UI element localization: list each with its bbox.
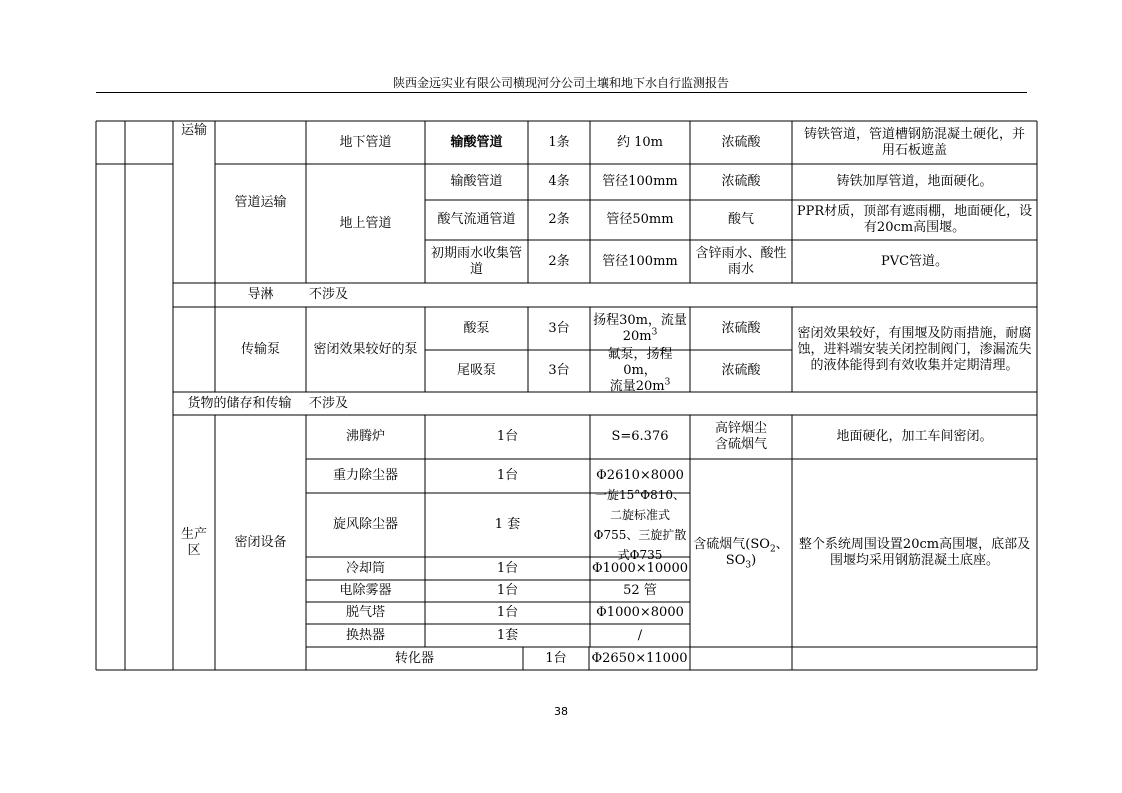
report-header-title: 陕西金远实业有限公司横现河分公司土壤和地下水自行监测报告	[392, 76, 729, 90]
production-area-label: 生产区	[180, 526, 207, 558]
table-row-count: 3台	[548, 363, 570, 378]
table-row-spec: Φ2650×11000	[591, 650, 688, 666]
spec-line-2: $20m^3$	[622, 327, 658, 344]
area-transport-label: 运输	[180, 123, 207, 138]
table-row-count: 3台	[548, 320, 570, 336]
table-row-spec: Φ2610×8000	[596, 468, 684, 483]
page-number: 38	[554, 705, 568, 718]
underground-pipe-label: 地下管道	[339, 134, 392, 150]
transfer-pump-desc: 密闭效果较好的泵	[313, 341, 418, 357]
table-row-count: 1台	[545, 650, 567, 666]
table-row-count: 1台	[496, 605, 519, 620]
table-row-name: 酸泵	[463, 320, 490, 336]
above-ground-pipe-label: 地上管道	[339, 215, 392, 231]
table-row-name: 重力除尘器	[332, 468, 398, 483]
table-row-count: 2条	[548, 253, 570, 269]
table-row-count: 1台	[496, 583, 519, 598]
table-row-name: 旋风除尘器	[332, 517, 398, 532]
table-row-count: 1台	[496, 468, 519, 483]
table-row-name: 酸气流通管道	[437, 212, 516, 227]
table-row-name: 换热器	[345, 627, 385, 643]
table-row-name: 输酸管道	[450, 174, 503, 189]
table-row-medium: 含锌雨水、酸性雨水	[695, 245, 787, 277]
table-row-count: 1台	[496, 560, 519, 576]
spec-line-2: 流量$20m^3$	[609, 377, 671, 394]
storage-value: 不涉及	[309, 395, 349, 411]
table-row-spec: 管径50mm	[606, 212, 674, 227]
table-row-spec: S=6.376	[611, 429, 669, 444]
table-row-medium: 高锌烟尘 含硫烟气	[714, 421, 767, 452]
table-row-medium: 浓硫酸	[721, 363, 761, 378]
acid-pipe-count: 1条	[548, 134, 570, 150]
table-row-measure: 铸铁加厚管道，地面硬化。	[836, 174, 993, 189]
table-row-count: 2条	[548, 212, 570, 227]
table-row-medium: 浓硫酸	[721, 320, 761, 336]
table-row-count: 4条	[548, 174, 570, 189]
sealed-equipment-label: 密闭设备	[234, 534, 287, 550]
acid-pipe-name: 输酸管道	[450, 134, 503, 150]
acid-pipe-medium: 浓硫酸	[721, 134, 761, 150]
drain-label: 导淋	[247, 287, 274, 302]
table-row-medium: 浓硫酸	[721, 174, 761, 189]
pipe-transport-group: 管道运输	[234, 194, 287, 210]
acid-pipe-spec: 约 10m	[616, 134, 663, 150]
sulfur-gas-medium	[690, 459, 792, 647]
table-row-name: 沸腾炉	[345, 429, 385, 444]
table-row-count: 1 套	[494, 517, 521, 532]
table-row-spec: 一旋15°Φ810、二旋标准式Φ755、三旋扩散式Φ735	[593, 488, 687, 562]
spec-line-1: 氟泵，扬程0m，	[607, 347, 673, 378]
table-row-spec	[590, 347, 690, 394]
transfer-pump-label: 传输泵	[240, 341, 280, 357]
table-row-name: 电除雾器	[339, 583, 392, 598]
table-row-name: 脱气塔	[345, 605, 385, 620]
table-row-name: 尾吸泵	[456, 363, 496, 378]
table-row-spec: Φ1000×8000	[596, 605, 684, 620]
production-measure: 整个系统周围设置20cm高围堰，底部及围堰均采用钢筋混凝土底座。	[798, 537, 1031, 568]
table-row-spec: 管径100mm	[602, 253, 678, 269]
spec-line-1: 扬程30m，流量	[593, 312, 687, 328]
table-row-name: 初期雨水收集管道	[430, 245, 522, 277]
table-row-count: 1台	[496, 429, 519, 444]
table-row-medium: 酸气	[727, 212, 754, 227]
storage-label: 货物的储存和传输	[187, 395, 292, 411]
table-row-measure: PVC管道。	[880, 253, 949, 269]
table-row-measure: PPR材质，顶部有遮雨棚，地面硬化，设有20cm高围堰。	[796, 204, 1033, 235]
table-row-count: 1套	[496, 627, 519, 643]
drain-value: 不涉及	[309, 287, 349, 302]
table-row-spec: /	[637, 627, 643, 643]
table-row-name: 冷却筒	[345, 560, 385, 576]
table-row-spec: 52 管	[623, 583, 657, 598]
table-row-spec	[590, 307, 690, 350]
acid-pipe-measure: 铸铁管道，管道槽钢筋混凝土硬化，并用石板遮盖	[803, 126, 1025, 158]
table-row-name: 转化器	[394, 650, 434, 666]
table-row-measure: 地面硬化，加工车间密闭。	[836, 429, 993, 444]
table-row-spec: Φ1000×10000	[592, 560, 688, 576]
transfer-pump-measure: 密闭效果较好，有围堰及防雨措施，耐腐蚀，进料端安装关闭控制阀门，渗漏流失的液体能得到有效收集并定期清理。	[797, 325, 1032, 373]
gas-medium-text: 含硫烟气($SO_2$、$SO_3$)	[693, 537, 789, 571]
table-row-spec: 管径100mm	[602, 174, 678, 189]
